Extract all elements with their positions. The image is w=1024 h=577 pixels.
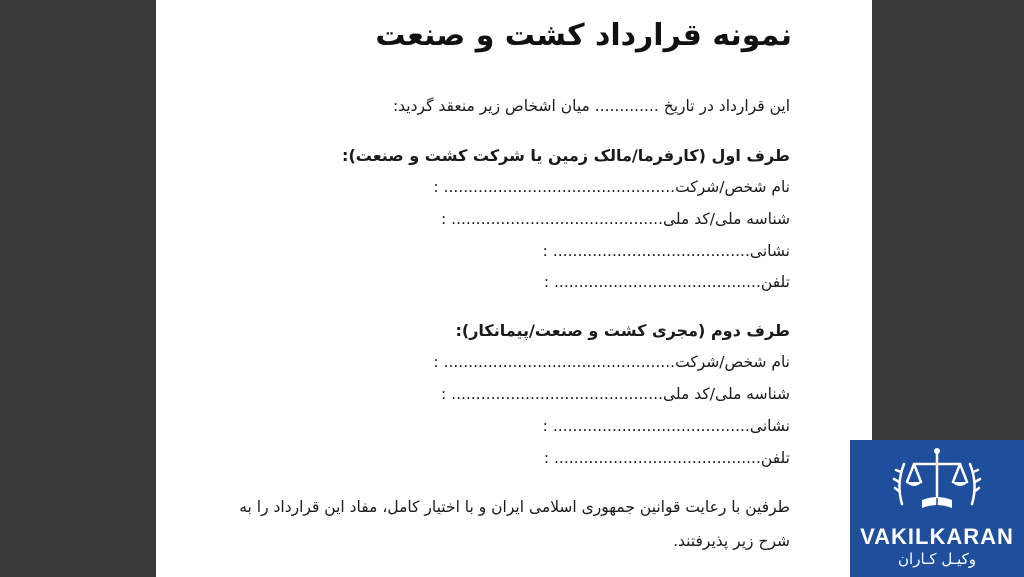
intro-line: این قرارداد در تاریخ ............. میان اشخاص زیر منعقد گردید: — [392, 97, 790, 115]
party2-address-field: نشانی........................................ : — [542, 417, 790, 435]
party1-id-field: شناسه ملی/کد ملی........................................... : — [441, 210, 790, 228]
brand-name-en: VAKILKARAN — [860, 524, 1014, 549]
party1-phone-field: تلفن.......................................... : — [543, 273, 790, 291]
party1-heading: طرف اول (کارفرما/مالک زمین یا شرکت کشت و صنعت): — [342, 146, 790, 165]
party2-heading: طرف دوم (مجری کشت و صنعت/پیمانکار): — [455, 321, 790, 340]
closing-paragraph: طرفین با رعایت قوانین جمهوری اسلامی ایران و با اختیار کامل، مفاد این قرارداد را به شرح زیر پذیرفتند. — [239, 498, 790, 550]
vakilkaran-watermark — [850, 440, 1024, 577]
party1-name-field: نام شخص/شرکت............................................... : — [433, 178, 790, 196]
party2-name-field: نام شخص/شرکت............................................... : — [433, 353, 790, 371]
document-title: نمونه قرارداد کشت و صنعت — [375, 18, 792, 53]
party1-address-field: نشانی........................................ : — [542, 242, 790, 260]
document-page — [156, 0, 872, 577]
party2-id-field: شناسه ملی/کد ملی........................................... : — [441, 385, 790, 403]
brand-name-fa: وکیـل کـاران — [898, 550, 976, 568]
party2-phone-field: تلفن.......................................... : — [543, 449, 790, 467]
scales-of-justice-icon — [892, 444, 982, 524]
